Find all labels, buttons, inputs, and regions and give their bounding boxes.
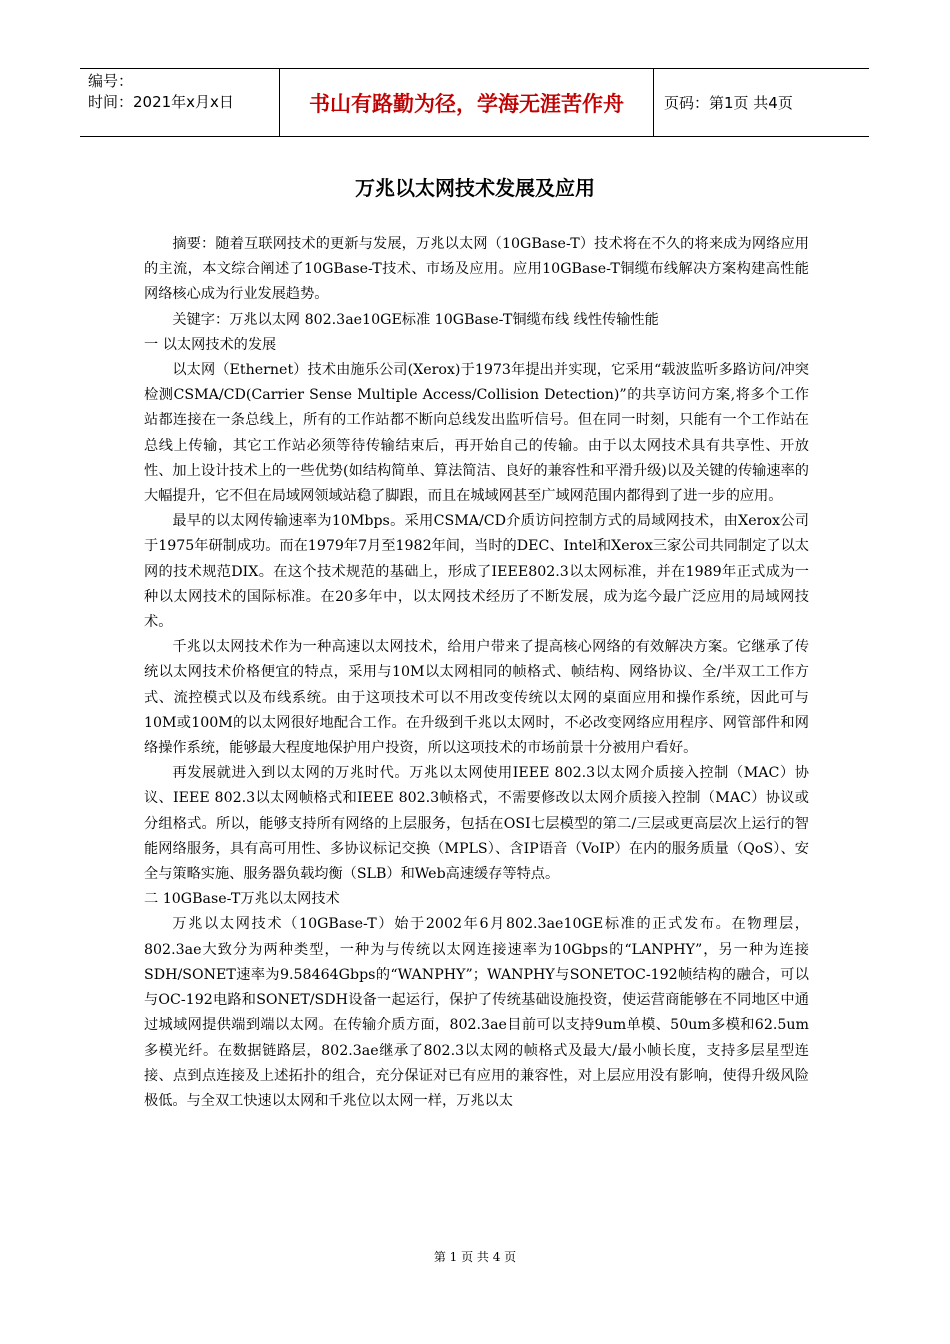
section-1-paragraph-4: 再发展就进入到以太网的万兆时代。万兆以太网使用IEEE 802.3以太网介质接入控制（MAC）协议、IEEE 802.3以太网帧格式和IEEE 802.3帧格式，不需要修改以太网介质接入控制（MAC）协议或分组格式。所以，能够支持所有网络的上层服务，包括在OSI七层模型的第二/三层或更高层次上运行的智能网络服务，具有高可用性、多协议标记交换（MPLS）、含IP语音（VoIP）在内的服务质量（QoS）、安全与策略实施、服务器负载均衡（SLB）和Web高速缓存等特点。 [144,765,809,883]
section-2-paragraph-1: 万兆以太网技术（10GBase-T）始于2002年6月802.3ae10GE标准的正式发布。在物理层，802.3ae大致分为两种类型，一种为与传统以太网连接速率为10Gbps的“LANPHY”，另一种为连接SDH/SONET速率为9.58464Gbps的“WANPHY”；WANPHY与SONETOC-192帧结构的融合，可以与OC-192电路和SONET/SDH设备一起运行，保护了传统基础设施投资，使运营商能够在不同地区中通过城域网提供端到端以太网。在传输介质方面，802.3ae目前可以支持9um单模、50um多模和62.5um多模光纤。在数据链路层，802.3ae继承了802.3以太网的帧格式及最大/最小帧长度，支持多层星型连接、点到点连接及上述拓扑的组合，充分保证对已有应用的兼容性，对上层应用没有影响，使得升级风险极低。与全双工快速以太网和千兆位以太网一样，万兆以太 [144,916,809,1109]
section-1-heading: 一 以太网技术的发展 [144,336,277,353]
time-label: 时间：2021年x月x日 [88,93,234,111]
header-motto: 书山有路勤为径，学海无涯苦作舟 [280,69,654,136]
keywords-paragraph: 关键字：万兆以太网 802.3ae10GE标准 10GBase-T铜缆布线 线性传输性能 [172,311,659,328]
section-1-paragraph-2: 最早的以太网传输速率为10Mbps。采用CSMA/CD介质访问控制方式的局域网技术，由Xerox公司于1975年研制成功。而在1979年7月至1982年间，当时的DEC、Intel和Xerox三家公司共同制定了以太网的技术规范DIX。在这个技术规范的基础上，形成了IEEE802.3以太网标准，并在1989年正式成为一种以太网技术的国际标准。在20多年中，以太网技术经历了不断发展，成为迄今最广泛应用的局域网技术。 [144,513,809,631]
section-1-paragraph-1: 以太网（Ethernet）技术由施乐公司(Xerox)于1973年提出并实现，它采用“载波监听多路访问/冲突检测CSMA/CD(Carrier Sense Multiple Access/Collision Detection)”的共享访问方案,将多个工作站都连接在一条总线上，所有的工作站都不断向总线发出监听信号。但在同一时刻，只能有一个工作站在总线上传输，其它工作站必须等待传输结束后，再开始自己的传输。由于以太网技术具有共享性、开放性、加上设计技术上的一些优势(如结构简单、算法简洁、良好的兼容性和平滑升级)以及关键的传输速率的大幅提升，它不但在局域网领域站稳了脚跟，而且在城域网甚至广域网范围内都得到了进一步的应用。 [144,362,809,505]
section-2-heading: 二 10GBase-T万兆以太网技术 [144,891,340,908]
header-page-info: 页码：第1页 共4页 [664,94,793,112]
page-footer: 第 1 页 共 4 页 [433,1250,517,1264]
document-title: 万兆以太网技术发展及应用 [355,176,595,200]
section-1-paragraph-3: 千兆以太网技术作为一种高速以太网技术，给用户带来了提高核心网络的有效解决方案。它继承了传统以太网技术价格便宜的特点，采用与10M以太网相同的帧格式、帧结构、网络协议、全/半双工工作方式、流控模式以及布线系统。由于这项技术可以不用改变传统以太网的桌面应用和操作系统，因此可与10M或100M的以太网很好地配合工作。在升级到千兆以太网时，不必改变网络应用程序、网管部件和网络操作系统，能够最大程度地保护用户投资，所以这项技术的市场前景十分被用户看好。 [144,639,809,757]
abstract-paragraph: 摘要：随着互联网技术的更新与发展，万兆以太网（10GBase-T）技术将在不久的将来成为网络应用的主流，本文综合阐述了10GBase-T技术、市场及应用。应用10GBase-T铜缆布线解决方案构建高性能网络核心成为行业发展趋势。 [144,236,809,303]
header-meta [80,69,280,136]
document-body [144,232,809,1114]
page-header [80,68,869,137]
number-label: 编号： [88,72,134,90]
